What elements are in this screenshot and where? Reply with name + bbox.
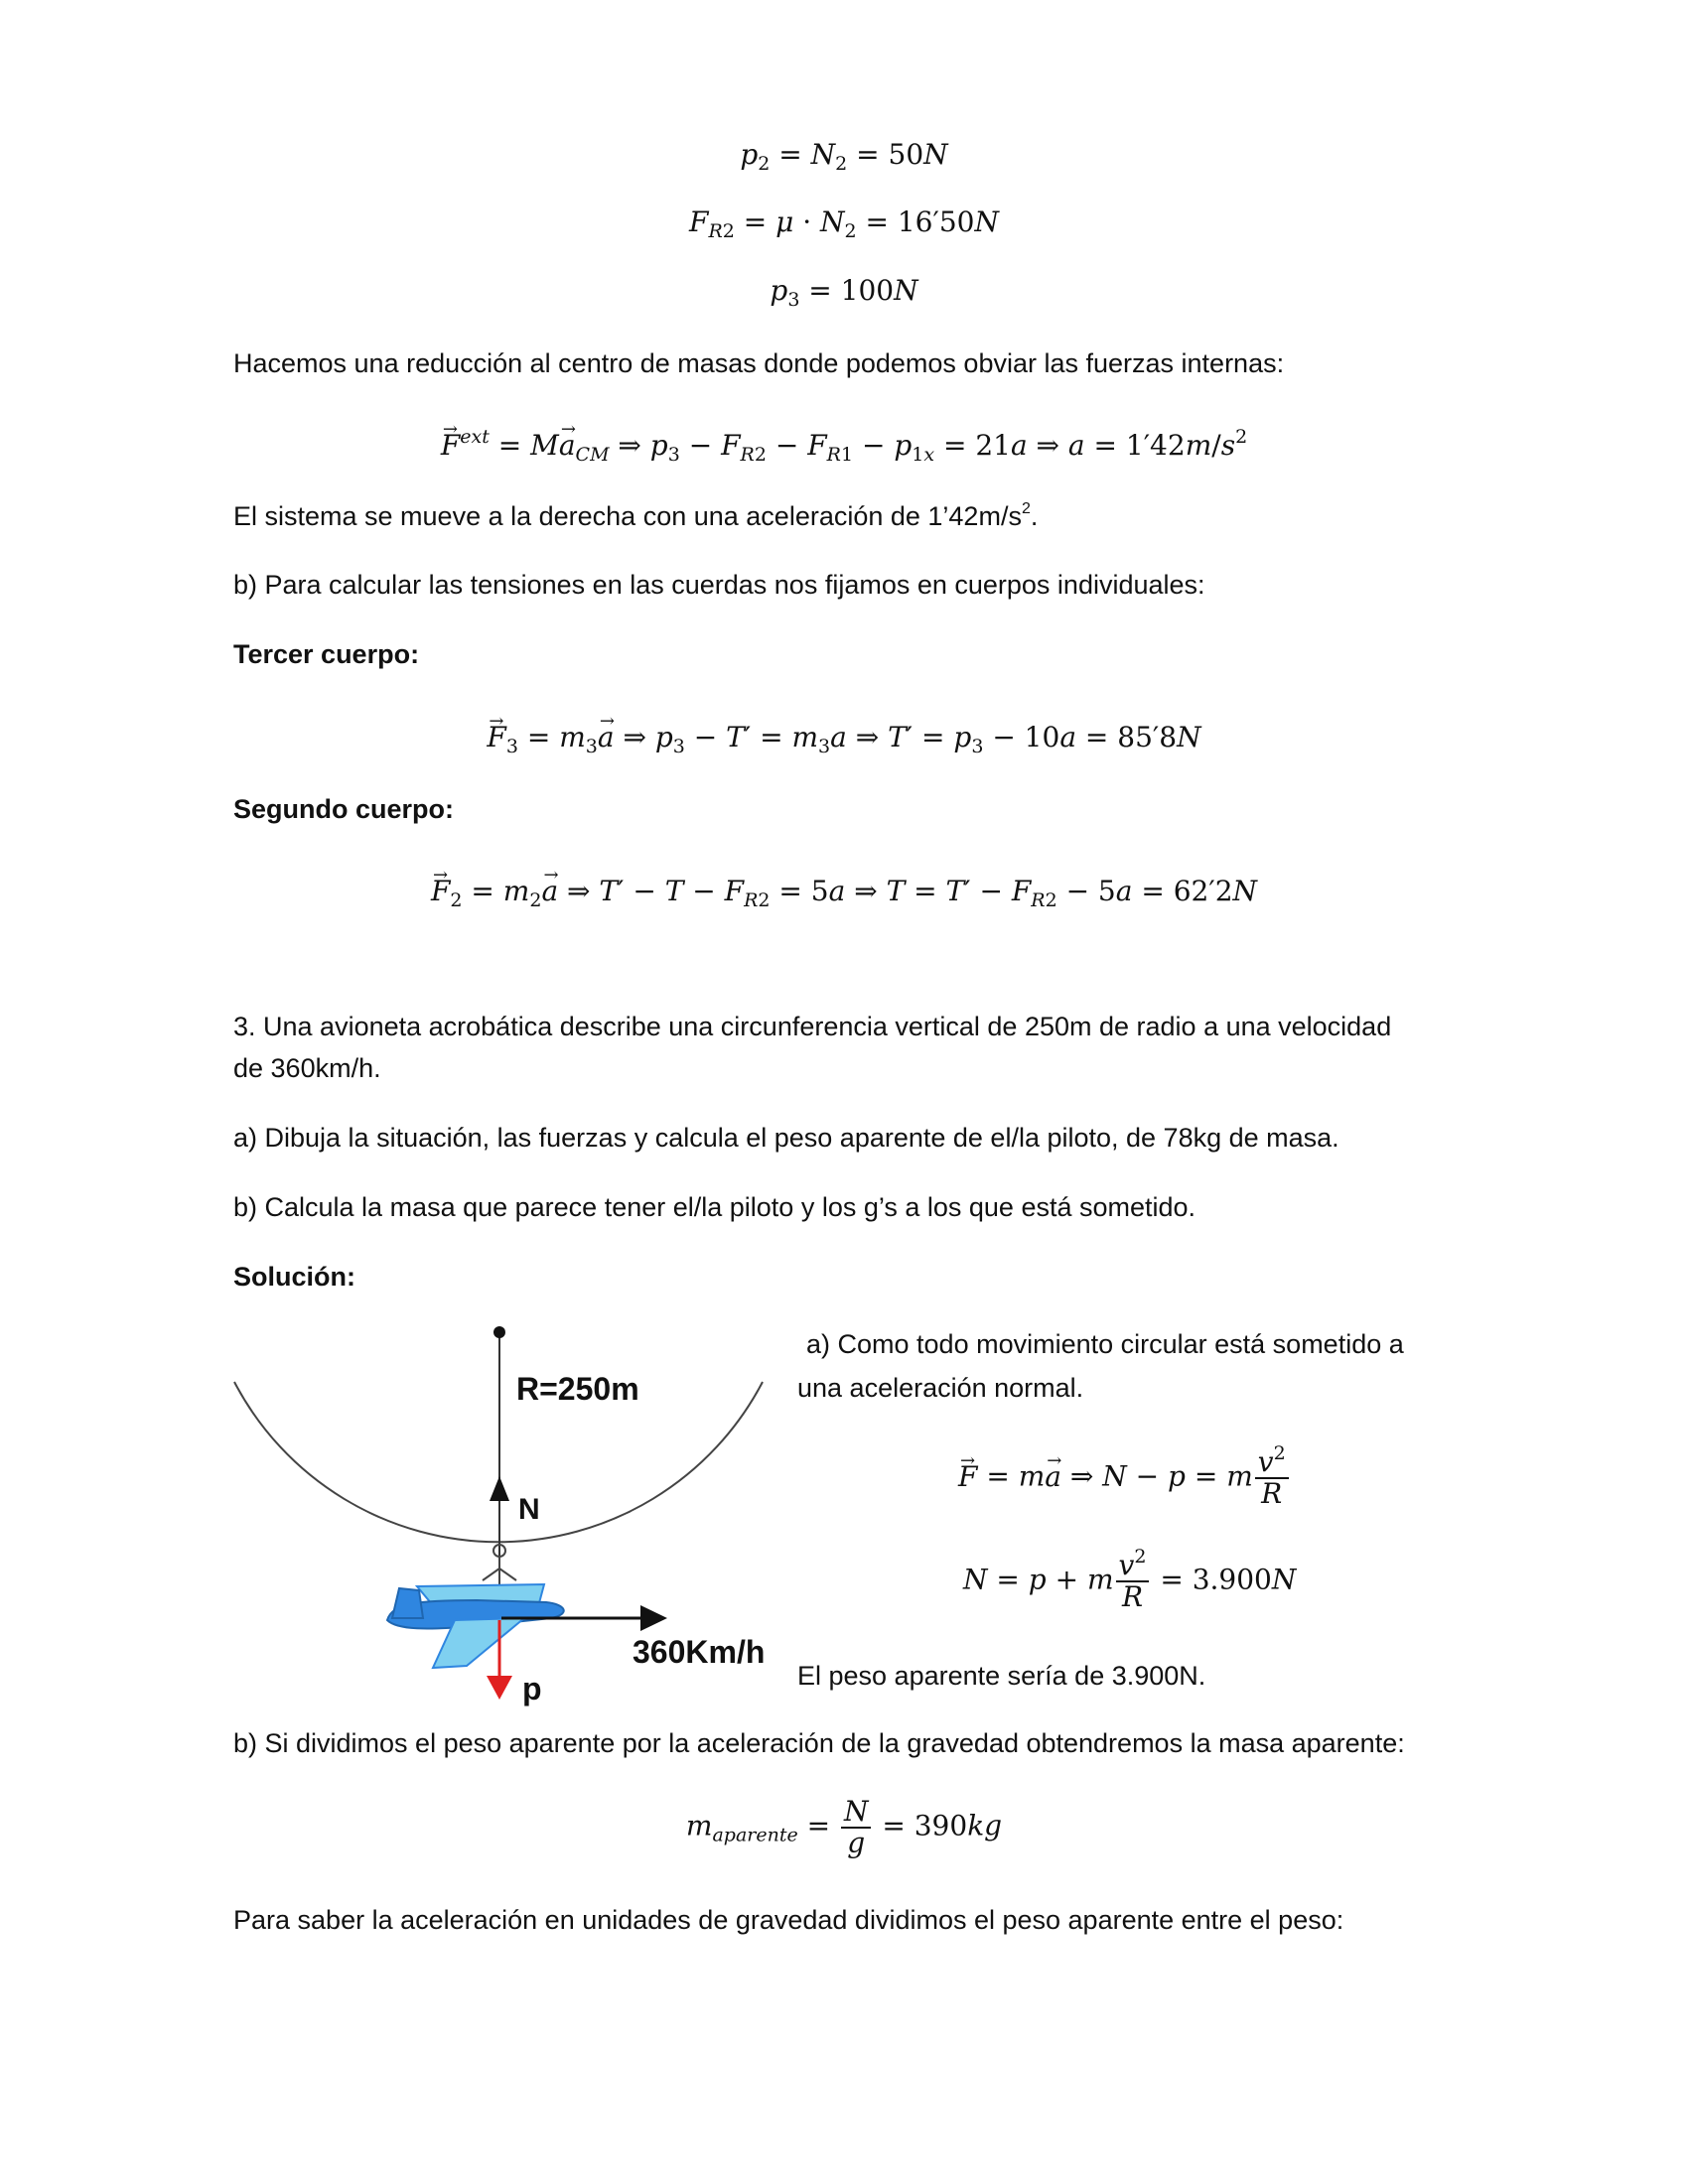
result-superscript: 2 <box>1021 500 1031 517</box>
velocity-arrowhead <box>640 1605 667 1631</box>
equation-p2: $p_2 = N_2 = 50N$ <box>740 138 948 175</box>
fraction-v2-r-2: $\frac{v^2}{R}$ <box>1116 1551 1150 1612</box>
pilot-arm-right <box>499 1569 516 1580</box>
sol-b-text: b) Si dividimos el peso aparente por la aceleración de la gravedad obtendremos la masa aparente: <box>233 1728 1405 1758</box>
equation-third-body: → $F_3 = m_3\to a$ ⇒ $p_3 - T' = m_3a$ ⇒ $T' = p_3 - 10a = 85'8N$ <box>0 720 1688 755</box>
equation-normal-force: N = p + m $\frac{v^2}{R}$ = 3.900N <box>963 1546 1297 1613</box>
circle-center-dot <box>493 1326 505 1338</box>
result-main: El sistema se mueve a la derecha con una aceleración de 1’42m/s <box>233 501 1022 531</box>
intro-text: Hacemos una reducción al centro de masas donde podemos obviar las fuerzas internas: <box>233 348 1285 378</box>
result-text <box>233 498 1038 534</box>
plane-tail-fin <box>392 1588 423 1618</box>
circular-motion-figure <box>223 1310 799 1727</box>
equation-center-of-mass: → $F^{ext} = M\to a_{CM}$ ⇒ $p_3 - F_{R2} - F_{R1} - p_{1x} = 21a$ ⇒ $a = 1'42m/s^2$ <box>0 428 1688 464</box>
weight-label: p <box>522 1671 542 1706</box>
sol-a-line1: a) Como todo movimiento circular está sometido a <box>806 1329 1404 1359</box>
fraction-n-g: $\frac{N}{g}$ <box>841 1797 872 1858</box>
sol-a-line2: una aceleración normal. <box>797 1373 1084 1403</box>
question-b: b) Calcula la masa que parece tener el/la piloto y los g’s a los que está sometido. <box>233 1192 1196 1222</box>
question-a: a) Dibuja la situación, las fuerzas y calcula el peso aparente de el/la piloto, de 78kg de masa. <box>233 1123 1339 1153</box>
normal-arrowhead <box>490 1476 509 1501</box>
apparent-weight-text: El peso aparente sería de 3.900N. <box>797 1661 1206 1691</box>
radius-label: R=250m <box>516 1371 639 1407</box>
equation-newton-circular: → F = m→ a ⇒ N − p = m $\frac{v^2}{R}$ <box>958 1447 1291 1509</box>
pilot-arm-left <box>483 1569 499 1580</box>
result-end: . <box>1030 501 1039 531</box>
fraction-v2-r: $\frac{v^2}{R}$ <box>1255 1447 1289 1509</box>
equation-second-body: → $F_2 = m_2\to a$ ⇒ $T' - T - F_{R2} = 5a$ ⇒ $T = T' - F_{R2} - 5a = 62'2N$ <box>0 874 1688 909</box>
part-b-text: b) Para calcular las tensiones en las cuerdas nos fijamos en cuerpos individuales: <box>233 570 1205 600</box>
velocity-label: 360Km/h <box>633 1634 766 1670</box>
problem3-line2: de 360km/h. <box>233 1053 381 1083</box>
problem3-line1: 3. Una avioneta acrobática describe una circunferencia vertical de 250m de radio a una velocidad <box>233 1012 1392 1041</box>
final-text: Para saber la aceleración en unidades de gravedad dividimos el peso aparente entre el peso: <box>233 1905 1344 1935</box>
weight-arrowhead <box>487 1676 512 1700</box>
solution-heading: Solución: <box>233 1262 355 1292</box>
heading-second-body: Segundo cuerpo: <box>233 794 454 824</box>
equation-friction-2: $F_{R2} = \mu \cdot N_2 = 16'50N$ <box>689 205 999 242</box>
normal-label: N <box>518 1493 540 1526</box>
heading-third-body: Tercer cuerpo: <box>233 639 420 669</box>
equation-apparent-mass: $m_{aparente}$ = $\frac{N}{g}$ = 390kg <box>685 1795 1003 1859</box>
equation-p3: $p_3 = 100N$ <box>770 274 918 311</box>
